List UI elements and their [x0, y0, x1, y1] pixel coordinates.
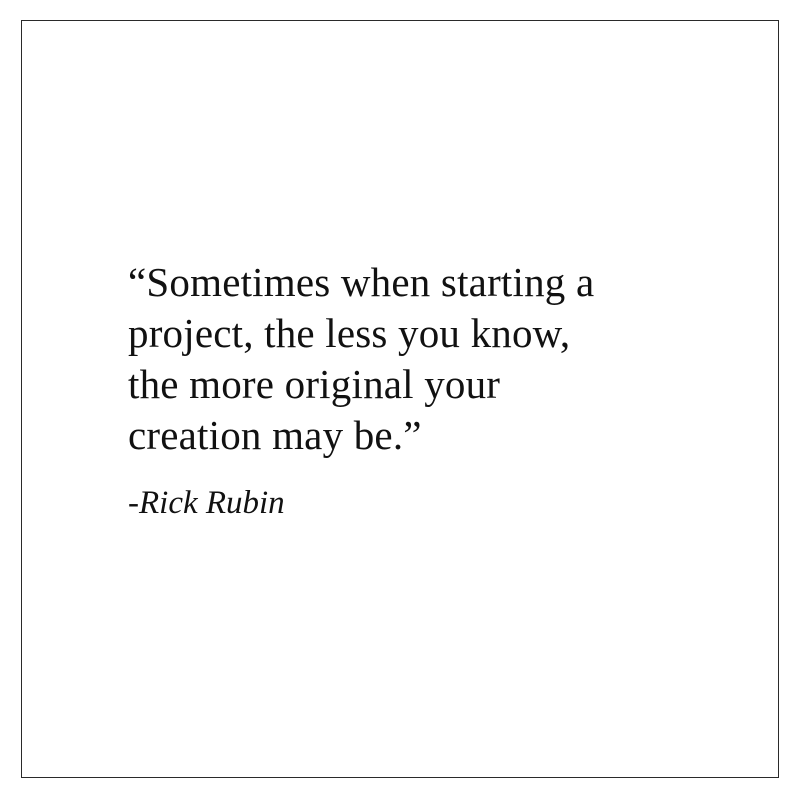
quote-line: creation may be.”: [128, 412, 422, 458]
quote-text: [128, 257, 748, 461]
quote-attribution: -Rick Rubin: [128, 485, 285, 521]
quote-line: the more original your: [128, 361, 501, 407]
quote-line: “Sometimes when starting a: [128, 259, 595, 305]
quote-line: project, the less you know,: [128, 310, 571, 356]
